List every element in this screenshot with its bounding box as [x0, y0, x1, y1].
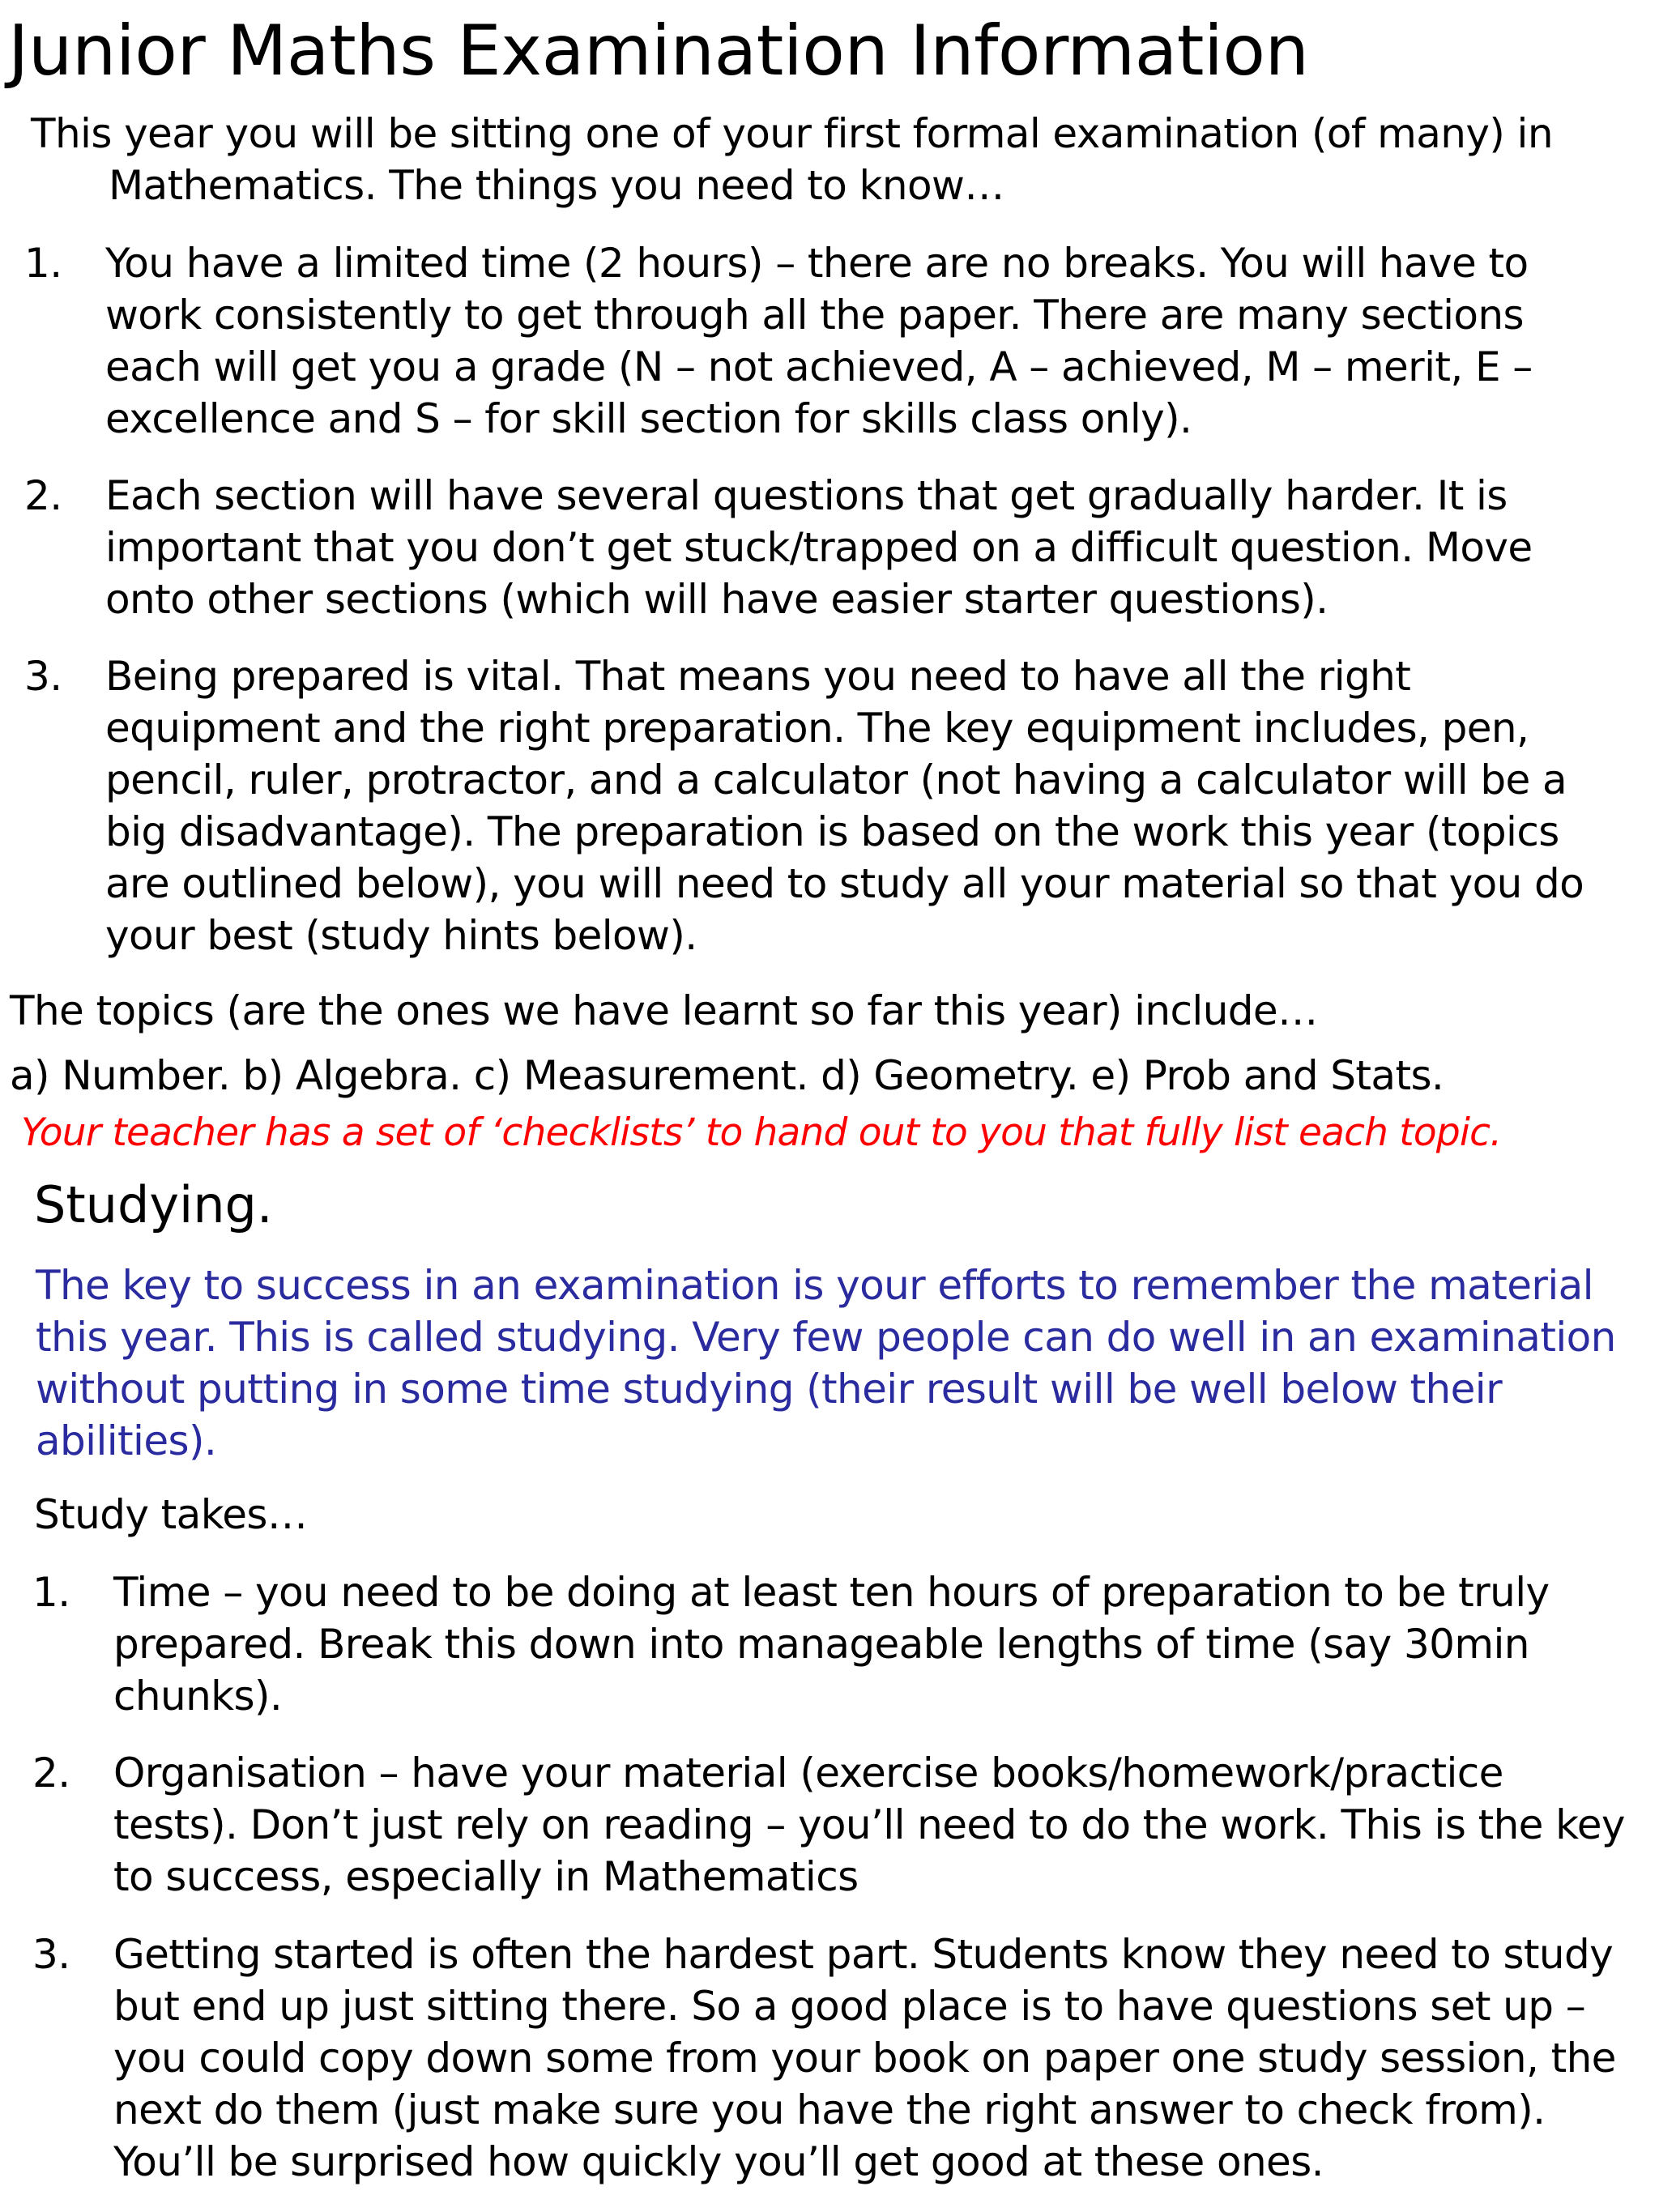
exam-point-number: 1. — [24, 240, 62, 287]
exam-point-text: Each section will have several questions that get gradually harder. It is important that you don’t get stuck/trapped on a difficult question. Move onto other sections (which will have easier starter questions). — [105, 472, 1533, 623]
exam-point-number: 3. — [24, 653, 62, 700]
document-title: Junior Maths Examination Information — [8, 11, 1309, 92]
study-point-number: 3. — [32, 1931, 70, 1978]
studying-intro-text: The key to success in an examination is your efforts to remember the material this year. This is called studying. Very few people can do well in an examination without putting in some time studying (their result will be well below their abilities). — [36, 1262, 1616, 1464]
exam-point-number: 2. — [24, 472, 62, 519]
topics-list: a) Number. b) Algebra. c) Measurement. d) Geometry. e) Prob and Stats. — [10, 1052, 1444, 1099]
checklist-note: Your teacher has a set of ‘checklists’ to hand out to you that fully list each topic. — [21, 1110, 1502, 1155]
intro-line-2: Mathematics. The things you need to know… — [109, 162, 1004, 209]
topics-intro: The topics (are the ones we have learnt so far this year) include… — [10, 987, 1318, 1034]
study-point-number: 1. — [32, 1569, 70, 1616]
intro-line-1: This year you will be sitting one of your first formal examination (of many) in — [31, 110, 1553, 157]
study-point-text: Organisation – have your material (exercise books/homework/practice tests). Don’t just rely on reading – you’ll need to do the work. This is the key to success, especially in Mathematics — [113, 1750, 1625, 1900]
study-point-text: Time – you need to be doing at least ten hours of preparation to be truly prepared. Break this down into manageable lengths of time (say 30min chunks). — [113, 1569, 1550, 1720]
exam-point-text: Being prepared is vital. That means you need to have all the right equipment and the right preparation. The key equipment includes, pen, pencil, ruler, protractor, and a calculator (not having a calculator will be a big disadvantage). The preparation is based on the work this year (topics are outlined below), you will need to study all your material so that you do your best (study hints below). — [105, 653, 1584, 959]
exam-point-text: You have a limited time (2 hours) – there are no breaks. You will have to work consistently to get through all the paper. There are many sections each will get you a grade (N – not achieved, A – achieved, M – merit, E – excellence and S – for skill section for skills class only). — [105, 240, 1533, 442]
studying-heading: Studying. — [34, 1175, 273, 1234]
study-takes-label: Study takes… — [34, 1491, 308, 1538]
study-point-number: 2. — [32, 1750, 70, 1796]
study-point-text: Getting started is often the hardest part. Students know they need to study but end up just sitting there. So a good place is to have questions set up – you could copy down some from your book on paper one study session, the next do them (just make sure you have the right answer to check from). You’ll be surprised how quickly you’ll get good at these ones. — [113, 1931, 1616, 2185]
intro-paragraph — [31, 108, 1643, 211]
